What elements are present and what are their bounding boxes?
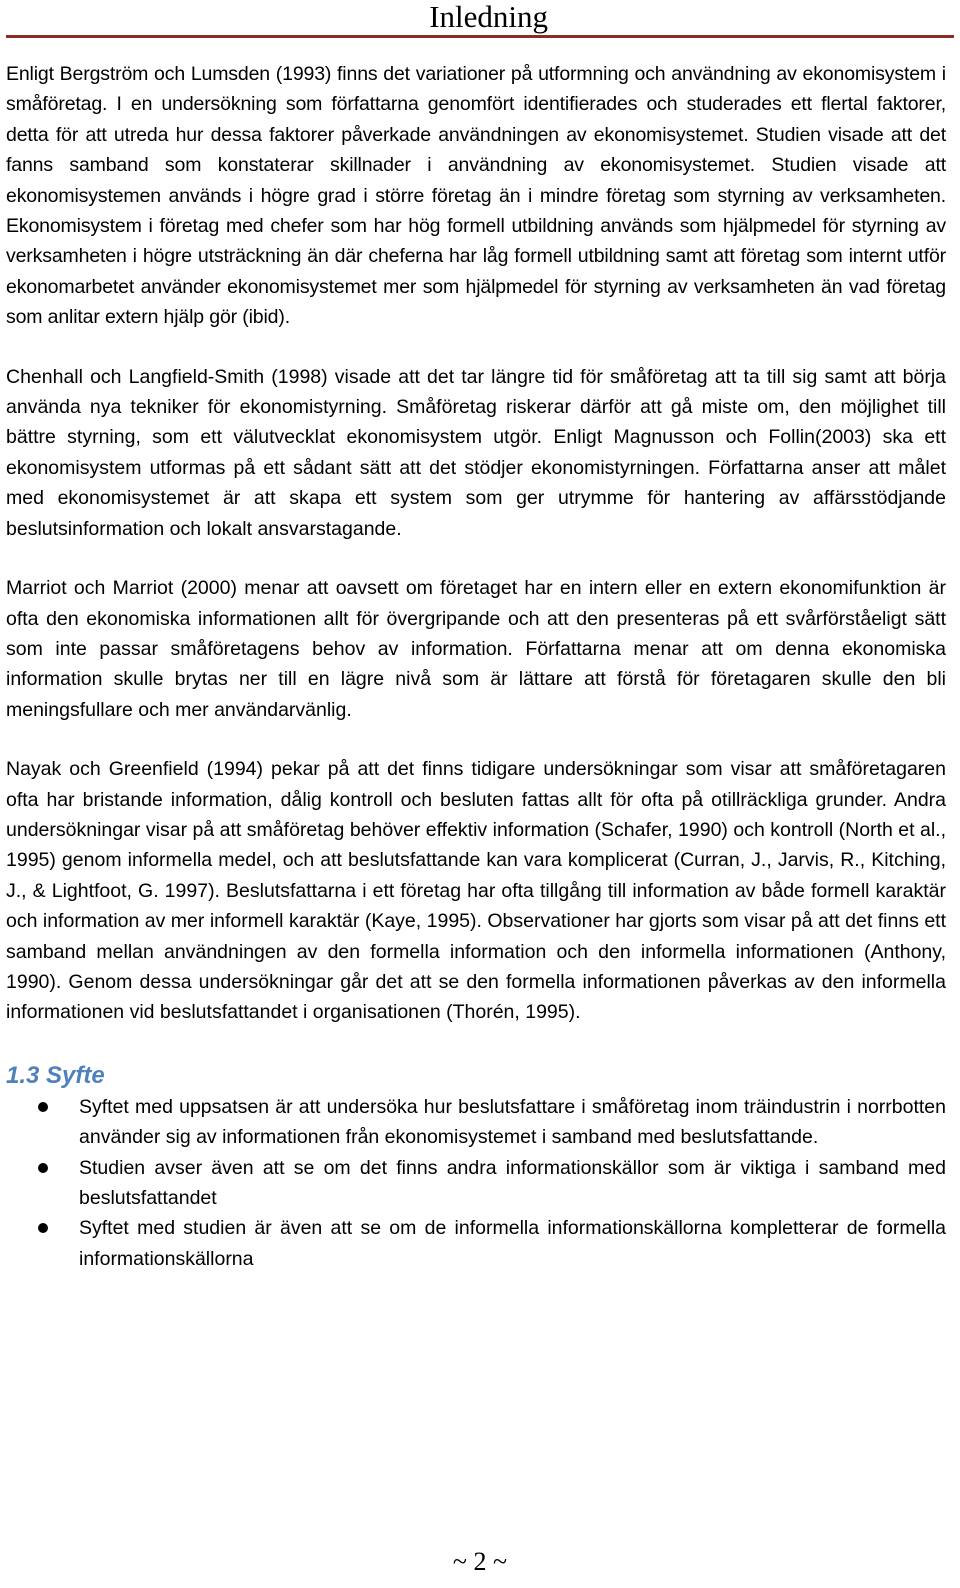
paragraph-chenhall-langfield-smith: Chenhall och Langfield-Smith (1998) visade att det tar längre tid för småföretag att ta till sig samt att börja använda nya tekniker för ekonomistyrning. Småföretag riskerar därför att gå miste om, den möjlighet till bättre styrning, som ett välutvecklat ekonomisystem utgör. Enligt Magnusson och Follin(2003) ska ett ekonomisystem utformas på ett sådant sätt att det stödjer ekonomistyrningen. Författarna anser att målet med ekonomisystemet är att skapa ett system som ger utrymme för hantering av affärsstödjande beslutsinformation och lokalt ansvarstagande.: [6, 365, 946, 540]
paragraph-bergstrom-lumsden: Enligt Bergström och Lumsden (1993) finns det variationer på utformning och användning av ekonomisystem i småföretag. I en undersökning som författarna genomfört identifierades och studerades ett flertal faktorer, detta för att utreda hur dessa faktorer påverkade användningen av ekonomisystemet. Studien visade att det fanns samband som konstaterar skillnader i användning av ekonomisystemet. Studien visade att ekonomisystemen används i högre grad i större företag än i mindre företag som styrning av verksamheten. Ekonomisystem i företag med chefer som har hög formell utbildning används som hjälpmedel för styrning av verksamheten i högre utsträckning än där cheferna har låg formell utbildning samt att företag som internt utför ekonomarbetet använder ekonomisystemet mer som hjälpmedel för styrning av verksamheten än vad företag som anlitar extern hjälp gör (ibid).: [6, 63, 946, 329]
bullet-dot-icon: [38, 1102, 48, 1112]
paragraph-nayak-greenfield: Nayak och Greenfield (1994) pekar på att det finns tidigare undersökningar som visar att småföretagaren ofta har bristande information, dålig kontroll och besluten fattas allt för ofta på otillräckliga grunder. Andra undersökningar visar på att småföretag behöver effektiv information (Schafer, 1990) och kontroll (North et al., 1995) genom informella medel, och att beslutsfattande kan vara komplicerat (Curran, J., Jarvis, R., Kitching, J., & Lightfoot, G. 1997). Beslutsfattarna i ett företag har ofta tillgång till information av både formell karaktär och information av mer informell karaktär (Kaye, 1995). Observationer har gjorts som visar på att det finns ett samband mellan användningen av den formella information och den informella informationen (Anthony, 1990). Genom dessa undersökningar går det att se den formella informationen påverkas av den informella informationen vid beslutsfattandet i organisationen (Thorén, 1995).: [6, 758, 946, 1024]
bullet-item: [6, 1153, 946, 1214]
page-number: ~ 2 ~: [452, 1547, 508, 1576]
paragraph-marriot: Marriot och Marriot (2000) menar att oavsett om företaget har en intern eller en extern ekonomifunktion är ofta den ekonomiska informationen allt för övergripande och att den presenteras på ett svårförståeligt sätt som inte passar småföretagens behov av information. Författarna menar att om denna ekonomiska information skulle brytas ner till en lägre nivå som är lättare att förstå för företagaren skulle den bli meningsfullare och mer användarvänlig.: [6, 577, 946, 721]
section-heading-syfte: 1.3 Syfte: [6, 1061, 105, 1089]
bullet-text: Syftet med studien är även att se om de informella informationskällorna kompletterar de formella informationskällorna: [79, 1217, 946, 1270]
bullet-text: Studien avser även att se om det finns andra informationskällor som är viktiga i samband med beslutsfattandet: [79, 1156, 946, 1209]
bullet-text: Syftet med uppsatsen är att undersöka hur beslutsfattare i småföretag inom träindustrin i norrbotten använder sig av informationen från ekonomisystemet i samband med beslutsfattande.: [79, 1095, 946, 1149]
document-body: [6, 59, 946, 1274]
header-rule: [6, 35, 954, 38]
bullet-dot-icon: [38, 1163, 48, 1173]
bullet-dot-icon: [38, 1223, 48, 1233]
bullet-item: [6, 1213, 946, 1274]
purpose-bullet-list: [6, 1092, 946, 1274]
page-header: [0, 0, 960, 46]
bullet-item: [6, 1092, 946, 1153]
header-title: Inledning: [429, 0, 548, 34]
